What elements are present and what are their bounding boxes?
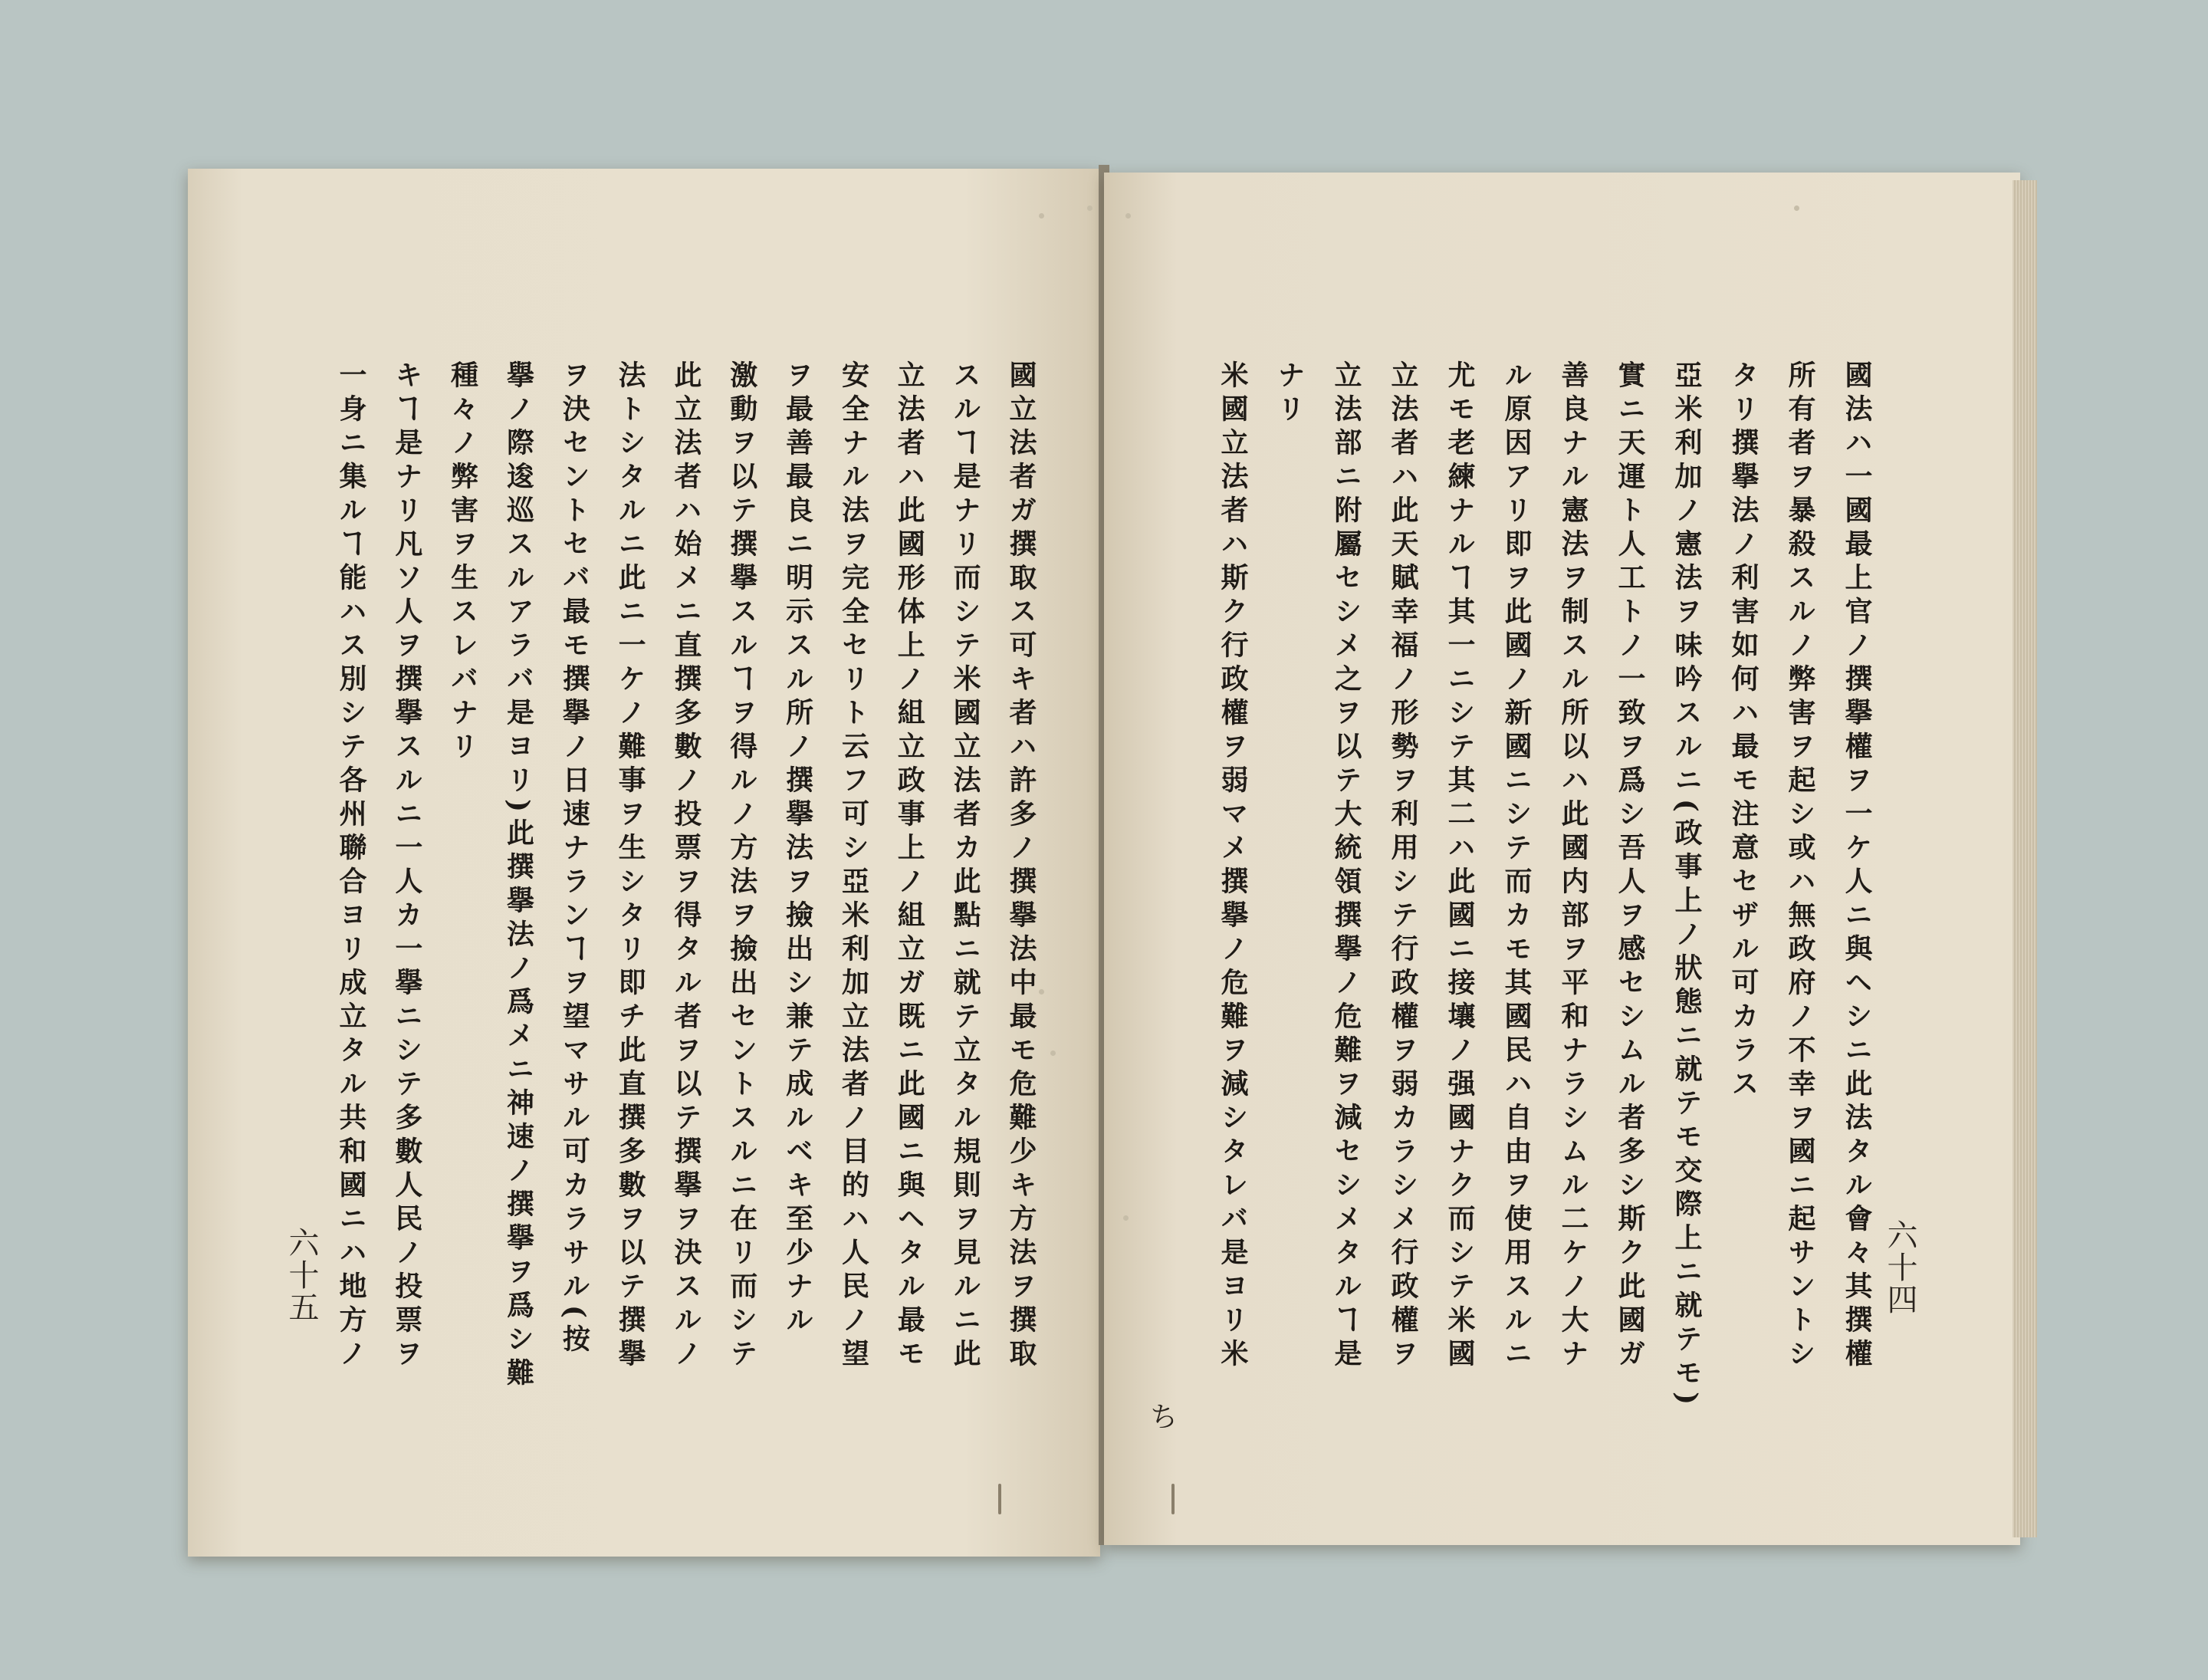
text-column: 此立法者ハ始メニ直撰多數ノ投票ヲ得タル者ヲ以テ撰擧ヲ決スルノ (669, 360, 702, 1373)
stitch-mark (998, 1484, 1001, 1514)
text-column: スルヿ是ナリ而シテ米國立法者カ此點ニ就テ立タル規則ヲ見ルニ此 (949, 360, 982, 1373)
text-column: タリ撰擧法ノ利害如何ハ最モ注意セザル可カラス (1727, 360, 1760, 1103)
text-column: 激動ヲ以テ撰擧スルヿヲ得ルノ方法ヲ撿出セントスルニ在リ而シテ (725, 360, 758, 1373)
text-column: 法トシタルニ此ニ一ケノ難事ヲ生シタリ即チ此直撰多數ヲ以テ撰擧 (614, 360, 647, 1373)
signature-mark: ち (1150, 1402, 1178, 1433)
text-column: 立法者ハ此天賦幸福ノ形勢ヲ利用シテ行政權ヲ弱カラシメ行政權ヲ (1387, 360, 1419, 1373)
text-column: 亞米利加ノ憲法ヲ味吟スルニ(政事上ノ狀態ニ就テモ交際上ニ就テモ) (1671, 360, 1703, 1412)
text-column: 善良ナル憲法ヲ制スル所以ハ此國内部ヲ平和ナラシムル二ケノ大ナ (1557, 360, 1589, 1373)
text-column: 尤モ老練ナルヿ其一ニシテ其二ハ此國ニ接壤ノ强國ナク而シテ米國 (1444, 360, 1476, 1373)
binding-hole (1050, 1050, 1056, 1056)
text-column: ヲ決セントセバ最モ撰擧ノ日速ナランヿヲ望マサル可カラサル(按 (558, 360, 591, 1359)
left-page-number: 六十五 (284, 1227, 319, 1323)
binding-hole (1039, 989, 1044, 995)
text-column: 所有者ヲ暴殺スルノ弊害ヲ起シ或ハ無政府ノ不幸ヲ國ニ起サントシ (1784, 360, 1816, 1373)
page-edges (2013, 180, 2037, 1537)
text-column: 國法ハ一國最上官ノ撰擧權ヲ一ケ人ニ與ヘシニ此法タル會々其撰權 (1841, 360, 1873, 1373)
stitch-mark (1171, 1484, 1175, 1514)
text-column: 國立法者ガ撰取ス可キ者ハ許多ノ撰擧法中最モ危難少キ方法ヲ撰取 (1004, 360, 1037, 1373)
left-page-text (337, 360, 1035, 1426)
binding-hole (1125, 213, 1131, 219)
right-page-number: 六十四 (1882, 1219, 1917, 1316)
right-page-text (1219, 360, 1871, 1426)
binding-hole (1123, 1215, 1129, 1221)
text-column: 一身ニ集ルヿ能ハス別シテ各州聯合ヨリ成立タル共和國ニハ地方ノ (335, 360, 367, 1373)
text-column: ナリ (1273, 360, 1306, 428)
text-column: ヲ最善最良ニ明示スル所ノ撰擧法ヲ撿出シ兼テ成ルベキ至少ナル (781, 360, 814, 1339)
text-column: 種々ノ弊害ヲ生スレバナリ (446, 360, 479, 765)
text-column: 立法者ハ此國形体上ノ組立政事上ノ組立ガ既ニ此國ニ與ヘタル最モ (893, 360, 926, 1373)
binding-hole (1039, 213, 1044, 219)
text-column: 安全ナル法ヲ完全セリト云フ可シ亞米利加立法者ノ目的ハ人民ノ望 (837, 360, 870, 1373)
binding-hole (1794, 205, 1799, 211)
text-column: 米國立法者ハ斯ク行政權ヲ弱マメ撰擧ノ危難ヲ減シタレバ是ヨリ米 (1217, 360, 1249, 1373)
text-column: 擧ノ際逡巡スルアラバ是ヨリ)此撰擧法ノ爲メニ神速ノ撰擧ヲ爲シ難 (502, 360, 535, 1392)
text-column: ル原因アリ即ヲ此國ノ新國ニシテ而カモ其國民ハ自由ヲ使用スルニ (1500, 360, 1533, 1373)
text-column: 實ニ天運ト人工トノ一致ヲ爲シ吾人ヲ感セシムル者多シ斯ク此國ガ (1614, 360, 1646, 1373)
text-column: 立法部ニ附屬セシメ之ヲ以テ大統領撰擧ノ危難ヲ減セシメタルヿ是 (1330, 360, 1362, 1373)
text-column: キヿ是ナリ凡ソ人ヲ撰擧スルニ一人カ一擧ニシテ多數人民ノ投票ヲ (390, 360, 423, 1373)
binding-hole (1087, 205, 1092, 211)
